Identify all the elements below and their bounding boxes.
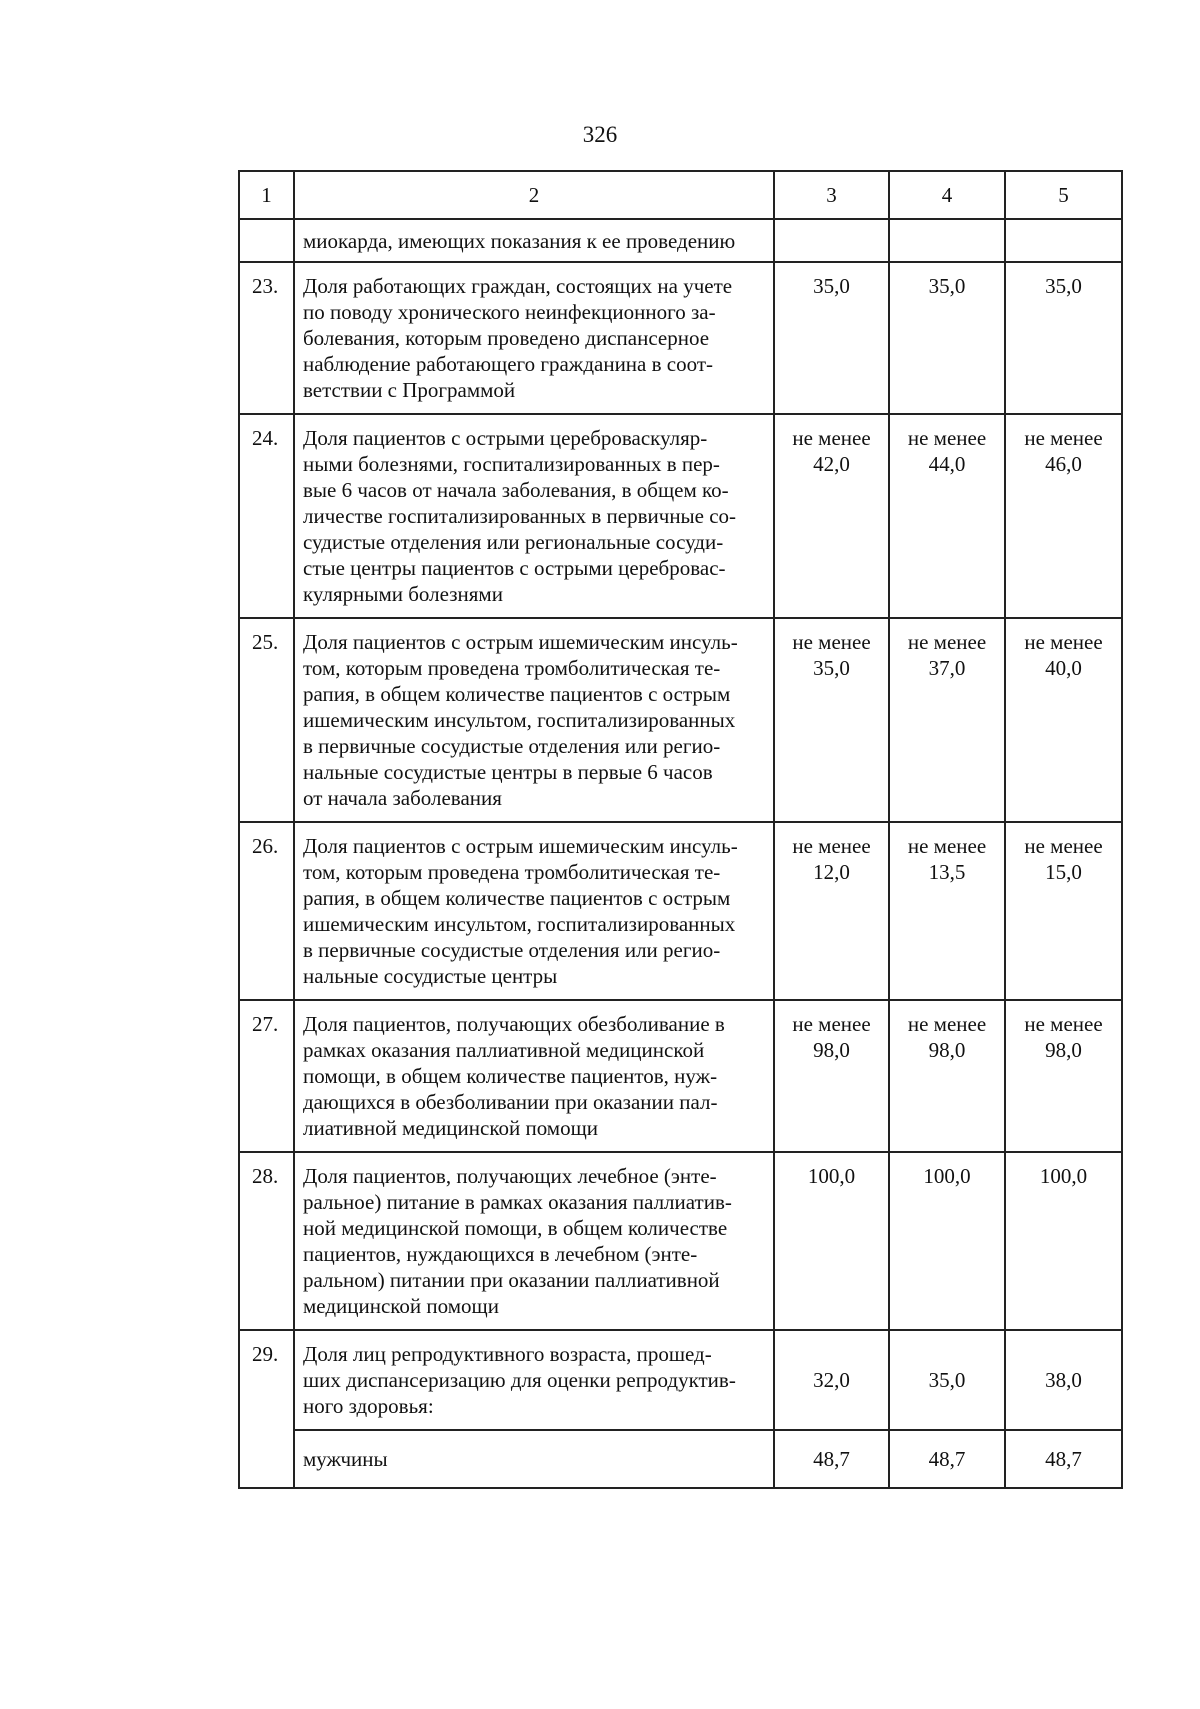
row-number-cell: 23. (239, 262, 294, 414)
text-line: не менее (1024, 426, 1103, 450)
text-line: 40,0 (1045, 656, 1082, 680)
text-line: Доля пациентов с острым ишемическим инсуль- (303, 834, 738, 858)
header-cell: 2 (294, 171, 774, 219)
table-row (239, 822, 1122, 1000)
value-cell (1005, 1330, 1122, 1430)
table-row (239, 414, 1122, 618)
text-line: ветствии с Программой (303, 378, 516, 402)
value-cell (889, 219, 1005, 262)
header-cell: 3 (774, 171, 889, 219)
indicator-text (294, 618, 774, 822)
text-line: 37,0 (928, 656, 966, 680)
text-line: 32,0 (813, 1368, 850, 1392)
value-cell (774, 262, 889, 414)
text-line: 35,0 (813, 274, 850, 298)
text-line: Доля работающих граждан, состоящих на учете (303, 274, 733, 298)
header-cell: 4 (889, 171, 1005, 219)
indicator-text: мужчины (294, 1430, 774, 1488)
text-line: 38,0 (1045, 1368, 1082, 1392)
row-number-cell: 26. (239, 822, 294, 1000)
text-line: ными болезнями, госпитализированных в пер- (303, 452, 720, 476)
text-line: не менее (792, 834, 871, 858)
value-cell (774, 1000, 889, 1152)
continuation-row (239, 219, 1122, 262)
table-row (239, 1330, 1122, 1430)
table-row (239, 618, 1122, 822)
text-line: 13,5 (928, 860, 966, 884)
text-line: 35,0 (1045, 274, 1082, 298)
text-line: том, которым проведена тромболитическая те- (303, 860, 721, 884)
value-cell (774, 414, 889, 618)
text-line: лиативной медицинской помощи (303, 1116, 599, 1140)
text-line: 35,0 (928, 274, 966, 298)
value-cell (774, 822, 889, 1000)
text-line: не менее (907, 426, 987, 450)
value-cell: 48,7 (889, 1430, 1005, 1488)
text-line: нальные сосудистые центры в первые 6 часов (303, 760, 713, 784)
value-cell (774, 219, 889, 262)
table-row (239, 1152, 1122, 1330)
text-line: не менее (792, 426, 871, 450)
value-cell (889, 618, 1005, 822)
text-line: в первичные сосудистые отделения или регио- (303, 938, 721, 962)
text-line: 98,0 (813, 1038, 850, 1062)
row-number-cell (239, 219, 294, 262)
text-line: рапия, в общем количестве пациентов с острым (303, 886, 731, 910)
text-line: наблюдение работающего гражданина в соот- (303, 352, 713, 376)
value-cell (889, 414, 1005, 618)
text-line: Доля пациентов с острым ишемическим инсуль- (303, 630, 738, 654)
value-cell (889, 1000, 1005, 1152)
text-line: ного здоровья: (303, 1394, 434, 1418)
text-line: пациентов, нуждающихся в лечебном (энте- (303, 1242, 698, 1266)
text-line: не менее (1024, 630, 1103, 654)
text-line: 98,0 (1045, 1038, 1082, 1062)
row-number-cell: 27. (239, 1000, 294, 1152)
text-line: болевания, которым проведено диспансерное (303, 326, 710, 350)
value-cell (889, 1152, 1005, 1330)
text-line: 35,0 (928, 1368, 966, 1392)
text-line: ших диспансеризацию для оценки репродуктив- (303, 1368, 736, 1392)
text-line: помощи, в общем количестве пациентов, нуж- (303, 1064, 718, 1088)
text-line: Доля лиц репродуктивного возраста, прошед- (303, 1342, 712, 1366)
value-cell (774, 1330, 889, 1430)
value-cell (1005, 1152, 1122, 1330)
page-number: 326 (582, 122, 618, 147)
text-line: Доля пациентов, получающих обезболивание в (303, 1012, 725, 1036)
value-cell (1005, 219, 1122, 262)
text-line: 44,0 (928, 452, 966, 476)
value-cell (889, 262, 1005, 414)
text-line: том, которым проведена тромболитическая те- (303, 656, 721, 680)
text-line: от начала заболевания (303, 786, 502, 810)
text-line: 42,0 (813, 452, 850, 476)
text-line: ной медицинской помощи, в общем количестве (303, 1216, 728, 1240)
header-cell: 1 (239, 171, 294, 219)
indicator-text (294, 1000, 774, 1152)
indicator-text (294, 414, 774, 618)
text-line: ральном) питании при оказании паллиативной (303, 1268, 720, 1292)
row-number-cell: 25. (239, 618, 294, 822)
indicators-table (238, 170, 1123, 1489)
text-line: 100,0 (923, 1164, 971, 1188)
text-line: рамках оказания паллиативной медицинской (303, 1038, 705, 1062)
row-number-cell: 29. (239, 1330, 294, 1488)
value-cell (889, 822, 1005, 1000)
value-cell (889, 1330, 1005, 1430)
value-cell (774, 1152, 889, 1330)
text-line: 100,0 (1039, 1164, 1088, 1188)
text-line: судистые отделения или региональные сосуди- (303, 530, 724, 554)
value-cell: 48,7 (774, 1430, 889, 1488)
value-cell (774, 618, 889, 822)
text-line: не менее (907, 630, 987, 654)
text-line: не менее (792, 630, 871, 654)
indicator-text (294, 1330, 774, 1430)
text-line: Доля пациентов с острыми цереброваскуляр- (303, 426, 708, 450)
value-cell (1005, 1000, 1122, 1152)
text-line: 15,0 (1045, 860, 1082, 884)
text-line: 35,0 (813, 656, 850, 680)
value-cell: 48,7 (1005, 1430, 1122, 1488)
text-line: стые центры пациентов с острыми цереброваc- (303, 556, 726, 580)
text-line: 100,0 (807, 1164, 856, 1188)
text-line: рапия, в общем количестве пациентов с острым (303, 682, 731, 706)
text-line: Доля пациентов, получающих лечебное (энте- (303, 1164, 717, 1188)
text-line: не менее (1024, 1012, 1103, 1036)
text-line: ишемическим инсультом, госпитализированных (303, 912, 736, 936)
header-cell: 5 (1005, 171, 1122, 219)
text-line: медицинской помощи (303, 1294, 499, 1318)
text-line: дающихся в обезболивании при оказании пал- (303, 1090, 718, 1114)
text-line: не менее (792, 1012, 871, 1036)
value-cell (1005, 414, 1122, 618)
indicator-text (294, 262, 774, 414)
row-number-cell: 28. (239, 1152, 294, 1330)
table-row (239, 1000, 1122, 1152)
sub-row (239, 1430, 1122, 1488)
value-cell (1005, 262, 1122, 414)
text-line: не менее (907, 834, 987, 858)
table-header-row (239, 171, 1122, 219)
table-row (239, 262, 1122, 414)
text-line: личестве госпитализированных в первичные со- (303, 504, 737, 528)
text-line: 12,0 (813, 860, 850, 884)
indicator-text: миокарда, имеющих показания к ее проведению (294, 219, 774, 262)
text-line: 46,0 (1045, 452, 1082, 476)
value-cell (1005, 618, 1122, 822)
row-number-cell: 24. (239, 414, 294, 618)
value-cell (1005, 822, 1122, 1000)
text-line: нальные сосудистые центры (303, 964, 558, 988)
text-line: по поводу хронического неинфекционного за- (303, 300, 716, 324)
text-line: в первичные сосудистые отделения или регио- (303, 734, 721, 758)
indicator-text (294, 1152, 774, 1330)
text-line: не менее (907, 1012, 987, 1036)
text-line: 98,0 (928, 1038, 966, 1062)
text-line: кулярными болезнями (303, 582, 503, 606)
text-line: вые 6 часов от начала заболевания, в общем ко- (303, 478, 729, 502)
text-line: не менее (1024, 834, 1103, 858)
text-line: ральное) питание в рамках оказания паллиатив- (303, 1190, 732, 1214)
text-line: ишемическим инсультом, госпитализированных (303, 708, 736, 732)
indicator-text (294, 822, 774, 1000)
